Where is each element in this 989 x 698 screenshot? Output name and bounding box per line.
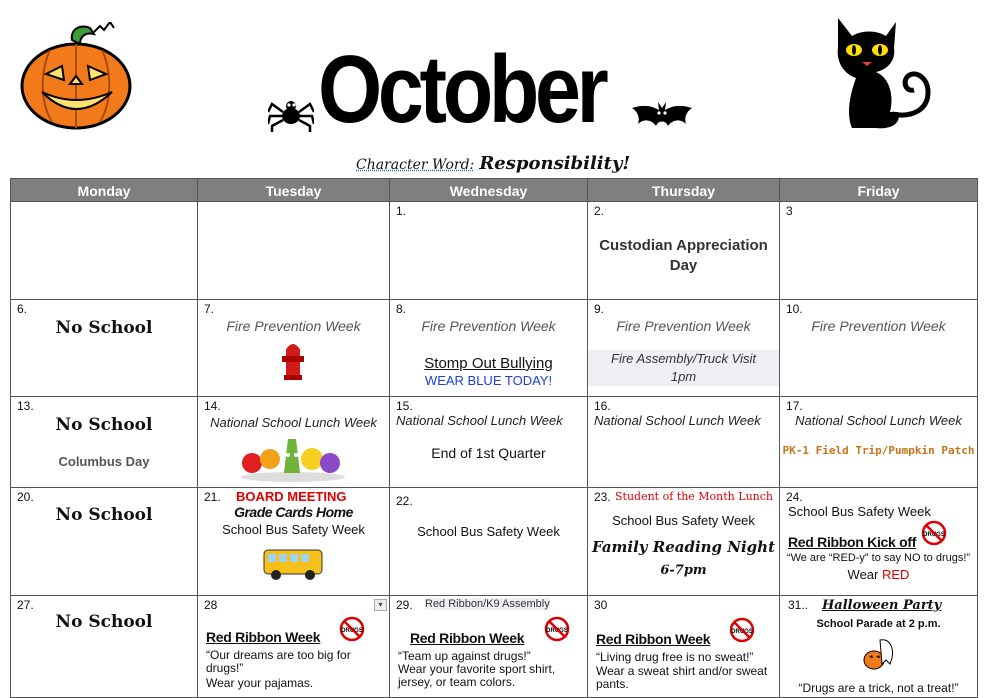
- wear-text: [780, 567, 977, 582]
- event-text: School Bus Safety Week: [788, 504, 931, 519]
- day-number: 14.: [204, 399, 221, 413]
- lunch-food-icon: [238, 433, 348, 483]
- day-cell[interactable]: [389, 299, 588, 397]
- day-number: 28: [204, 598, 218, 612]
- event-time: 6-7pm: [660, 563, 707, 578]
- bat-icon: [632, 100, 692, 132]
- event-text: Fire Prevention Week: [811, 318, 946, 334]
- day-cell[interactable]: [779, 396, 978, 488]
- calendar-header: [0, 0, 989, 178]
- no-drugs-icon: [729, 617, 755, 643]
- day-cell[interactable]: [389, 201, 588, 300]
- spider-icon: [268, 96, 314, 132]
- day-number: 16.: [594, 399, 611, 413]
- event-title: Red Ribbon Week: [206, 629, 321, 645]
- day-cell[interactable]: [389, 487, 588, 596]
- event-text: Grade Cards Home: [234, 504, 353, 520]
- day-cell[interactable]: [779, 201, 978, 300]
- no-school-text: No School: [55, 318, 153, 338]
- event-text: Red Ribbon/K9 Assembly: [425, 598, 550, 610]
- event-text: School Bus Safety Week: [612, 513, 755, 528]
- day-cell[interactable]: [10, 299, 198, 397]
- no-drugs-icon: [921, 520, 947, 546]
- day-header-tuesday: Tuesday: [197, 178, 390, 202]
- day-cell[interactable]: [779, 595, 978, 698]
- no-drugs-icon: [339, 616, 365, 642]
- day-number: 15.: [396, 399, 413, 413]
- event-text: National School Lunch Week: [795, 413, 962, 428]
- event-text: Stomp Out Bullying: [424, 355, 553, 372]
- wear-text: Wear your pajamas.: [206, 676, 314, 690]
- day-header-thursday: Thursday: [587, 178, 780, 202]
- day-number: 17.: [786, 399, 803, 413]
- day-header-friday: Friday: [779, 178, 978, 202]
- quote-text: “Living drug free is no sweat!”: [596, 650, 754, 664]
- day-cell[interactable]: [779, 487, 978, 596]
- cat-icon: [832, 18, 942, 132]
- day-number: 20.: [17, 490, 34, 504]
- day-cell[interactable]: [779, 299, 978, 397]
- wear-color: RED: [882, 567, 910, 582]
- day-number: 23.: [594, 490, 611, 504]
- day-number: 13.: [17, 399, 34, 413]
- event-text: Fire Prevention Week: [226, 318, 361, 334]
- no-school-text: No School: [55, 505, 153, 525]
- event-note: WEAR BLUE TODAY!: [424, 373, 553, 388]
- event-text: National School Lunch Week: [396, 413, 563, 428]
- day-cell[interactable]: [587, 201, 780, 300]
- day-header-wednesday: Wednesday: [389, 178, 588, 202]
- event-text: National School Lunch Week: [594, 413, 761, 428]
- event-text: Fire Prevention Week: [421, 318, 556, 334]
- event-text: Student of the Month Lunch: [615, 490, 773, 503]
- day-number: 22.: [396, 494, 413, 508]
- svg-text:DRUGS: DRUGS: [341, 628, 363, 634]
- day-cell[interactable]: [197, 487, 390, 596]
- dropdown-button[interactable]: ▾: [374, 599, 387, 611]
- day-cell[interactable]: [10, 396, 198, 488]
- day-number: 9.: [594, 302, 605, 316]
- day-number: 24.: [786, 490, 803, 504]
- quote-text: “Team up against drugs!”: [398, 649, 531, 663]
- day-cell[interactable]: [197, 396, 390, 488]
- wear-label: Wear: [847, 567, 879, 582]
- day-cell[interactable]: [587, 396, 780, 488]
- fire-hydrant-icon: [282, 340, 304, 380]
- day-header-monday: Monday: [10, 178, 198, 202]
- quote-text: “Drugs are a trick, not a treat!”: [798, 681, 959, 695]
- day-number: 8.: [396, 302, 407, 316]
- day-cell[interactable]: [10, 595, 198, 698]
- day-number: 30: [594, 598, 608, 612]
- day-number: 10.: [786, 302, 803, 316]
- day-number: 7.: [204, 302, 215, 316]
- page-title: October: [318, 36, 605, 143]
- quote-text: “We are “RED-y” to say NO to drugs!”: [786, 552, 971, 564]
- pumpkin-icon: [20, 22, 138, 132]
- wear-text: Wear a sweat shirt and/or sweat pants.: [596, 664, 768, 691]
- wear-text: Wear your favorite sport shirt, jersey, or team colors.: [398, 662, 556, 689]
- day-cell[interactable]: [10, 487, 198, 596]
- day-cell[interactable]: [587, 595, 780, 698]
- day-number: 6.: [17, 302, 28, 316]
- calendar-grid: [10, 178, 978, 698]
- day-cell[interactable]: [587, 487, 780, 596]
- day-cell[interactable]: [10, 201, 198, 300]
- event-text: BOARD MEETING: [236, 489, 347, 504]
- character-word-label: Character Word:: [356, 157, 475, 173]
- svg-text:DRUGS: DRUGS: [546, 628, 568, 634]
- day-cell[interactable]: [389, 396, 588, 488]
- quote-text: “Our dreams are too big for drugs!”: [206, 648, 351, 675]
- event-text: Family Reading Night: [591, 538, 776, 556]
- event-text: School Bus Safety Week: [222, 522, 365, 537]
- holiday-text: Columbus Day: [58, 454, 150, 469]
- no-school-text: No School: [55, 612, 153, 632]
- svg-text:DRUGS: DRUGS: [731, 629, 753, 635]
- day-cell[interactable]: [197, 595, 390, 698]
- event-title: Red Ribbon Week: [410, 630, 525, 646]
- event-text: School Bus Safety Week: [417, 524, 560, 539]
- day-cell[interactable]: [389, 595, 588, 698]
- event-text: Fire Assembly/Truck Visit 1pm: [588, 350, 779, 386]
- event-text: PK-1 Field Trip/Pumpkin Patch: [782, 444, 975, 457]
- day-number: 2.: [594, 204, 605, 218]
- day-number: 31..: [788, 598, 809, 612]
- character-word-value: Responsibility!: [479, 153, 631, 174]
- no-drugs-icon: [544, 616, 570, 642]
- character-word: [356, 155, 630, 173]
- event-text: National School Lunch Week: [210, 415, 377, 430]
- event-text: Fire Prevention Week: [616, 318, 751, 334]
- event-title: Halloween Party: [822, 598, 942, 613]
- event-title: Red Ribbon Kick off: [788, 534, 917, 550]
- day-cell[interactable]: [197, 299, 390, 397]
- day-number: 21.: [204, 490, 221, 504]
- day-cell[interactable]: [587, 299, 780, 397]
- svg-text:DRUGS: DRUGS: [923, 532, 945, 538]
- day-number: 27.: [17, 598, 34, 612]
- event-title: Red Ribbon Week: [596, 631, 711, 647]
- ghost-pumpkin-icon: [862, 636, 896, 670]
- event-text: End of 1st Quarter: [431, 445, 546, 461]
- day-number: 29.: [396, 598, 413, 612]
- event-text: School Parade at 2 p.m.: [816, 618, 941, 630]
- event-text: Custodian Appreciation Day: [599, 237, 768, 274]
- no-school-text: No School: [55, 415, 153, 435]
- day-number: 1.: [396, 204, 407, 218]
- school-bus-icon: [262, 544, 326, 582]
- day-cell[interactable]: [197, 201, 390, 300]
- day-number: 3: [786, 204, 793, 218]
